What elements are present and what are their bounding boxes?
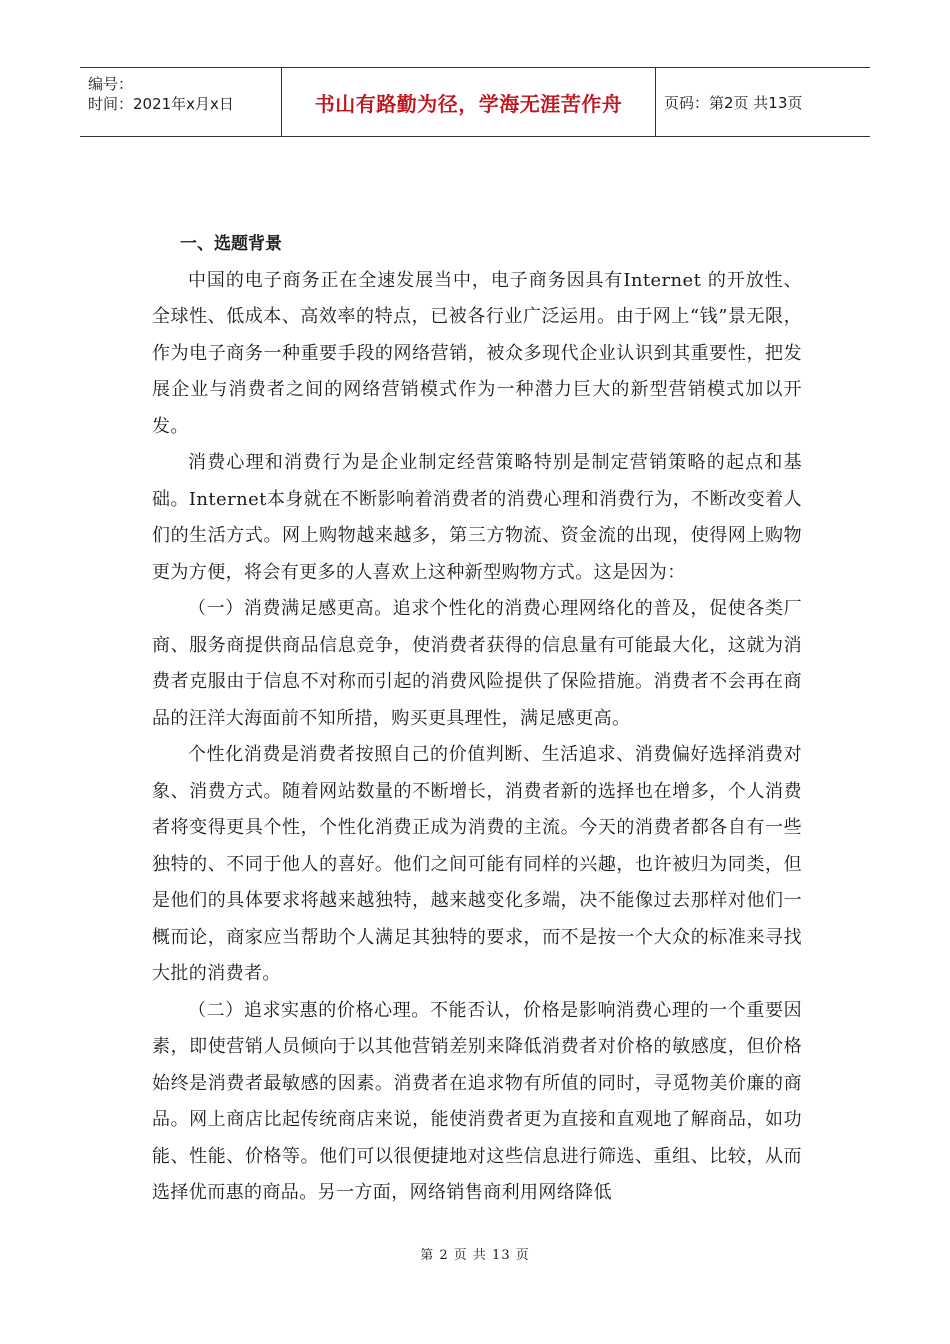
header-motto: 书山有路勤为径，学海无涯苦作舟 [314, 91, 623, 116]
paragraph-intro: 中国的电子商务正在全速发展当中，电子商务因具有Internet 的开放性、全球性、低成本、高效率的特点，已被各行业广泛运用。由于网上“钱”景无限，作为电子商务一种重要手段的网络营销，被众多现代企业认识到其重要性，把发展企业与消费者之间的网络营销模式作为一种潜力巨大的新型营销模式加以开发。 [152, 269, 802, 437]
header-motto-cell [282, 68, 656, 136]
paragraph-consumer-psychology: 消费心理和消费行为是企业制定经营策略特别是制定营销策略的起点和基础。Internet本身就在不断影响着消费者的消费心理和消费行为，不断改变着人们的生活方式。网上购物越来越多，第三方物流、资金流的出现，使得网上购物更为方便，将会有更多的人喜欢上这种新型购物方式。这是因为： [152, 452, 802, 583]
serial-label: 编号： [88, 75, 134, 93]
document-body [152, 226, 802, 1212]
section-title: 一、选题背景 [180, 234, 282, 254]
page-header [80, 67, 870, 137]
page-footer: 第 2 页 共 13 页 [420, 1248, 530, 1263]
header-page-cell [656, 68, 870, 136]
time-label: 时间：2021年x月x日 [88, 95, 234, 113]
page-code: 页码：第2页 共13页 [664, 93, 803, 112]
paragraph-personalized-consumption: 个性化消费是消费者按照自己的价值判断、生活追求、消费偏好选择消费对象、消费方式。随着网站数量的不断增长，消费者新的选择也在增多，个人消费者将变得更具个性，个性化消费正成为消费的主流。今天的消费者都各自有一些独特的、不同于他人的喜好。他们之间可能有同样的兴趣，也许被归为同类，但是他们的具体要求将越来越独特，越来越变化多端，决不能像过去那样对他们一概而论，商家应当帮助个人满足其独特的要求，而不是按一个大众的标准来寻找大批的消费者。 [152, 744, 802, 984]
paragraph-point-two: （二）追求实惠的价格心理。不能否认，价格是影响消费心理的一个重要因素，即使营销人员倾向于以其他营销差别来降低消费者对价格的敏感度，但价格始终是消费者最敏感的因素。消费者在追求物有所值的同时，寻觅物美价廉的商品。网上商店比起传统商店来说，能使消费者更为直接和直观地了解商品，如功能、性能、价格等。他们可以很便捷地对这些信息进行筛选、重组、比较，从而选择优而惠的商品。另一方面，网络销售商利用网络降低 [152, 999, 802, 1203]
paragraph-point-one: （一）消费满足感更高。追求个性化的消费心理网络化的普及，促使各类厂商、服务商提供商品信息竞争，使消费者获得的信息量有可能最大化，这就为消费者克服由于信息不对称而引起的消费风险提供了保险措施。消费者不会再在商品的汪洋大海面前不知所措，购买更具理性，满足感更高。 [152, 598, 802, 729]
header-meta-cell [80, 68, 282, 136]
